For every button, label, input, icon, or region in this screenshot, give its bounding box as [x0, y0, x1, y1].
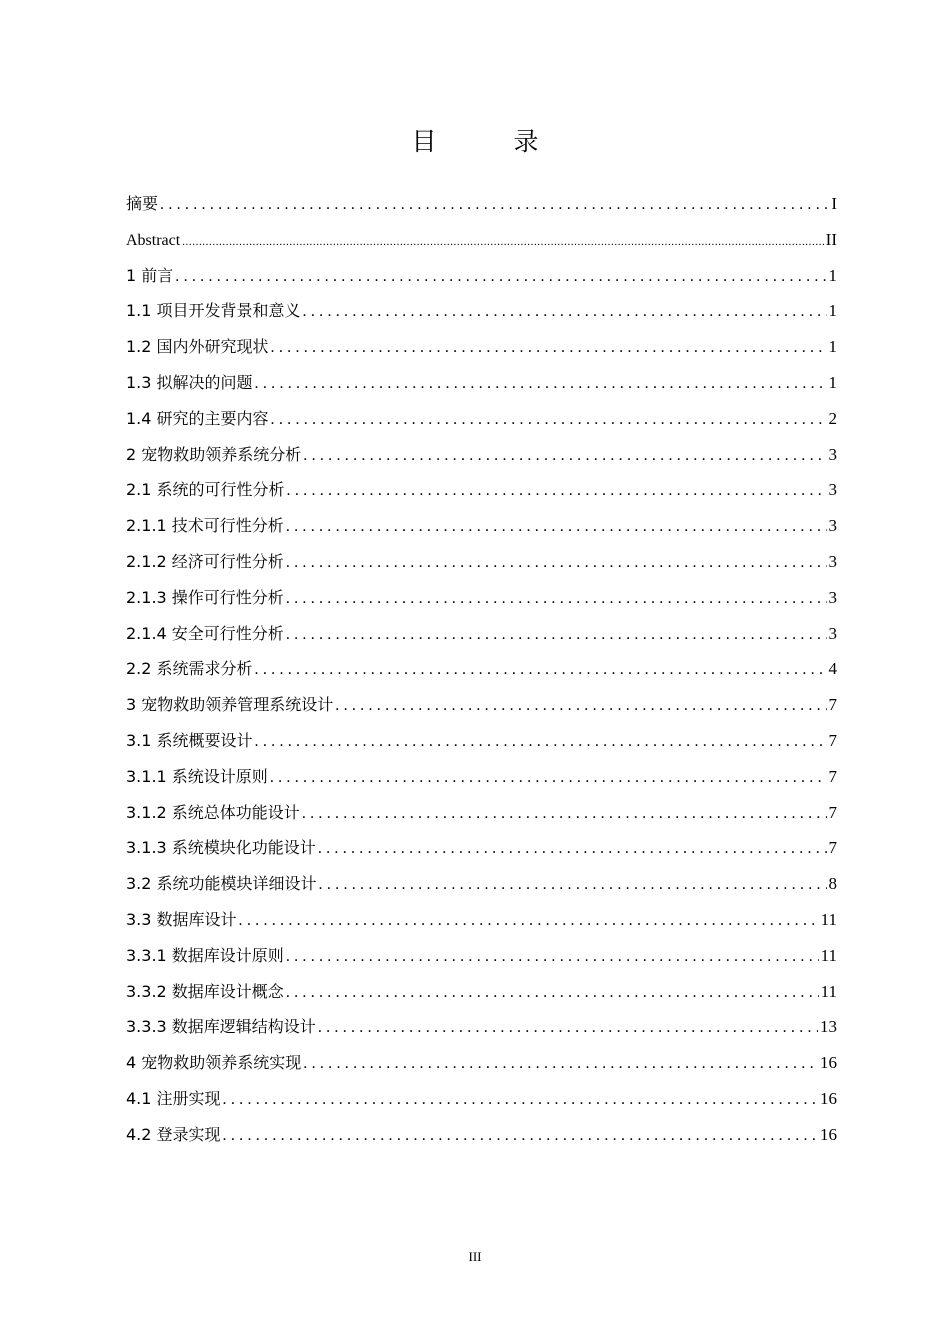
toc-entry-page: 1: [828, 301, 837, 321]
toc-entry[interactable]: [126, 472, 837, 508]
toc-entry-title: 4 宠物救助领养系统实现: [126, 1053, 302, 1073]
toc-entry-page: 3: [828, 623, 837, 643]
toc-entry-page: 3: [828, 551, 837, 571]
toc-entry-title: 4.2 登录实现: [126, 1124, 221, 1144]
toc-entry-title: 3.1.3 系统模块化功能设计: [126, 838, 316, 858]
toc-entry-title: 2.1.2 经济可行性分析: [126, 551, 284, 571]
dot-leader: [255, 652, 827, 687]
toc-entry-page: 16: [820, 1053, 837, 1073]
toc-entry-title: 3.1.1 系统设计原则: [126, 766, 268, 786]
toc-entry[interactable]: [126, 1045, 837, 1081]
toc-entry[interactable]: [126, 544, 837, 580]
toc-entry-title: Abstract: [126, 231, 181, 249]
toc-entry-title: 3.2 系统功能模块详细设计: [126, 874, 317, 894]
toc-entry[interactable]: [126, 795, 837, 831]
dot-leader: [271, 402, 827, 437]
toc-entry[interactable]: [126, 866, 837, 902]
toc-entry-page: 16: [820, 1088, 837, 1108]
toc-entry-page: 7: [828, 838, 837, 858]
toc-entry-page: 8: [828, 874, 837, 894]
dot-leader: [255, 724, 827, 759]
dot-leader: [286, 545, 827, 580]
toc-entry-page: 1: [828, 265, 837, 285]
dot-leader: [271, 330, 827, 365]
toc-entry[interactable]: [126, 902, 837, 938]
toc-entry-page: 3: [828, 516, 837, 536]
toc-entry[interactable]: [126, 222, 837, 258]
page-number: III: [468, 1249, 482, 1264]
toc-entry-title: 3.1 系统概要设计: [126, 730, 253, 750]
toc-entry-page: 2: [828, 408, 837, 428]
toc-entry[interactable]: [126, 258, 837, 294]
toc-entry-title: 3.3 数据库设计: [126, 909, 237, 929]
toc-entry-title: 2.1 系统的可行性分析: [126, 480, 285, 500]
toc-entry-page: 1: [828, 372, 837, 392]
dot-leader: [303, 294, 827, 329]
toc-entry-page: 1: [828, 337, 837, 357]
toc-entry[interactable]: [126, 974, 837, 1010]
toc-entry[interactable]: [126, 580, 837, 616]
toc-entry-title: 1.4 研究的主要内容: [126, 408, 269, 428]
toc-entry-page: 7: [828, 766, 837, 786]
toc-entry-title: 4.1 注册实现: [126, 1088, 221, 1108]
toc-entry[interactable]: [126, 938, 837, 974]
toc-entry[interactable]: [126, 1009, 837, 1045]
toc-entry-page: I: [831, 194, 837, 213]
toc-entry-title: 2.1.3 操作可行性分析: [126, 587, 284, 607]
dot-leader: [302, 796, 827, 831]
dot-leader: [318, 1010, 818, 1045]
dot-leader: [303, 1046, 818, 1081]
dot-leader: [286, 975, 819, 1010]
dot-leader: [318, 831, 827, 866]
toc-entry-title: 3.1.2 系统总体功能设计: [126, 802, 300, 822]
toc-entry-page: 7: [828, 730, 837, 750]
dot-leader: [286, 939, 819, 974]
toc-entry-page: 7: [828, 802, 837, 822]
dot-leader: [239, 903, 819, 938]
toc-entry[interactable]: [126, 401, 837, 437]
dot-leader: [286, 581, 827, 616]
dot-leader: [335, 688, 826, 723]
toc-entry[interactable]: [126, 293, 837, 329]
toc-title: 目 录: [411, 127, 565, 156]
toc-entry-title: 3.3.3 数据库逻辑结构设计: [126, 1017, 316, 1037]
toc-entry[interactable]: [126, 365, 837, 401]
toc-entry-page: 11: [820, 981, 837, 1001]
toc-entry-title: 3.3.1 数据库设计原则: [126, 945, 284, 965]
toc-entry[interactable]: [126, 651, 837, 687]
dot-leader: [303, 438, 826, 473]
dot-leader: [270, 760, 827, 795]
toc-entry-title: 3 宠物救助领养管理系统设计: [126, 695, 334, 715]
dot-leader: [175, 259, 826, 294]
toc-entry-title: 2.2 系统需求分析: [126, 659, 253, 679]
dot-leader: [160, 187, 829, 222]
dot-leader: [223, 1082, 818, 1117]
toc-entry-page: 13: [820, 1017, 837, 1037]
toc-entry-title: 2.1.1 技术可行性分析: [126, 516, 284, 536]
toc-entry[interactable]: [126, 687, 837, 723]
dot-leader: [223, 1118, 818, 1153]
toc-entry[interactable]: [126, 759, 837, 795]
toc-entry[interactable]: [126, 1117, 837, 1153]
toc-entry-page: 4: [828, 659, 837, 679]
toc-entry-page: 11: [820, 945, 837, 965]
toc-entry-title: 3.3.2 数据库设计概念: [126, 981, 284, 1001]
toc-entry[interactable]: [126, 437, 837, 473]
toc-entry[interactable]: [126, 616, 837, 652]
toc-entry-title: 2 宠物救助领养系统分析: [126, 444, 302, 464]
toc-entry-title: 1.1 项目开发背景和意义: [126, 301, 301, 321]
toc-entry-title: 1.3 拟解决的问题: [126, 372, 253, 392]
toc-entry[interactable]: [126, 329, 837, 365]
toc-entry-title: 摘要: [126, 194, 159, 213]
toc-entry[interactable]: [126, 1081, 837, 1117]
toc-entry-page: 11: [820, 909, 837, 929]
dot-leader: [255, 366, 827, 401]
toc-entry-page: 3: [828, 444, 837, 464]
toc-entry-page: 3: [828, 480, 837, 500]
toc-entry[interactable]: [126, 723, 837, 759]
toc-entry-title: 1 前言: [126, 265, 174, 285]
toc-entry[interactable]: [126, 186, 837, 222]
toc-entry[interactable]: [126, 830, 837, 866]
dot-leader: [286, 509, 827, 544]
toc-entry-page: II: [825, 229, 837, 249]
toc-entry-page: 16: [820, 1124, 837, 1144]
toc-entry-page: 7: [828, 695, 837, 715]
dot-leader: [286, 617, 827, 652]
dot-leader: [287, 473, 827, 508]
toc-entry-title: 2.1.4 安全可行性分析: [126, 623, 284, 643]
table-of-contents: [126, 186, 837, 1153]
toc-entry-page: 3: [828, 587, 837, 607]
dot-leader: [319, 867, 827, 902]
toc-entry[interactable]: [126, 508, 837, 544]
dot-leader: [182, 225, 823, 258]
toc-entry-title: 1.2 国内外研究现状: [126, 337, 269, 357]
